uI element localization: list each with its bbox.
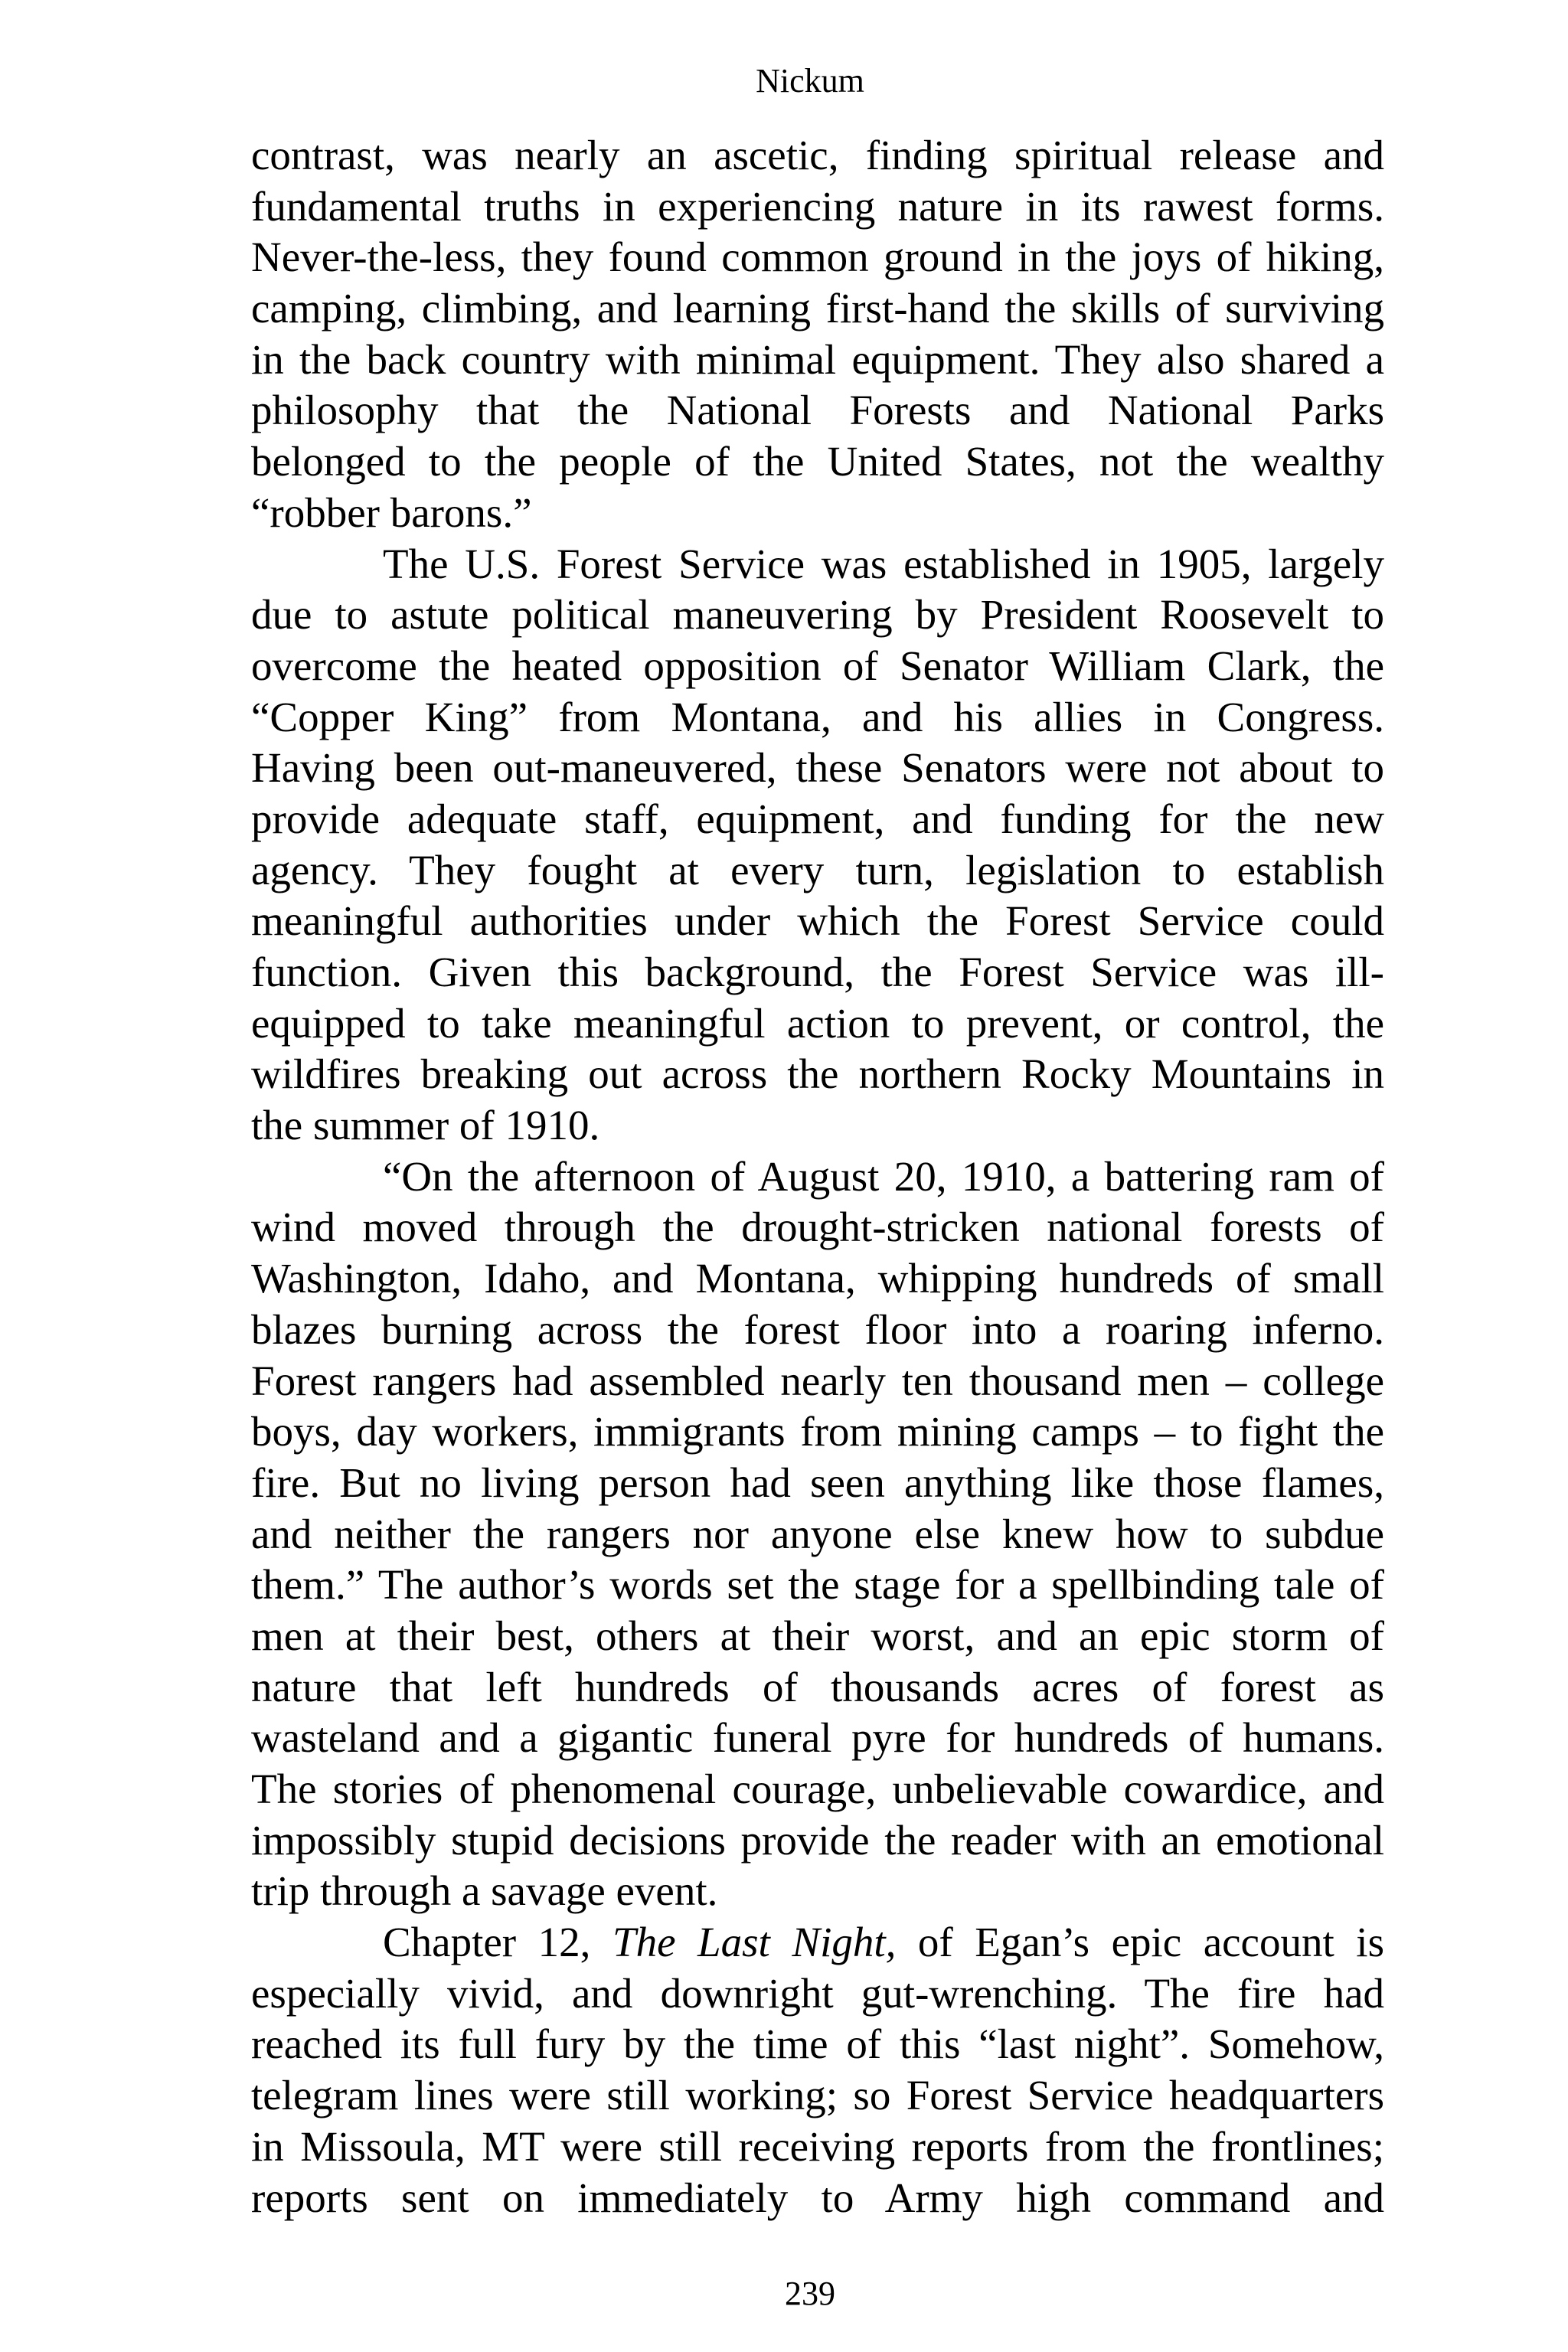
text-line: fire. But no living person had seen anything like those flames, <box>251 1459 1384 1506</box>
text-line: fundamental truths in experiencing nature in its rawest forms. <box>251 182 1384 230</box>
text-line: impossibly stupid decisions provide the reader with an emotional <box>251 1816 1384 1864</box>
text-line: nature that left hundreds of thousands acres of forest as <box>251 1663 1384 1710</box>
text-line: wind moved through the drought-stricken national forests of <box>251 1204 1384 1251</box>
text-line: agency. They fought at every turn, legislation to establish <box>251 846 1384 893</box>
text-line: overcome the heated opposition of Senator William Clark, the <box>251 642 1384 689</box>
chapter-title: The Last Night, <box>612 1919 897 1966</box>
text-line: in the back country with minimal equipment. They also shared a <box>251 335 1384 383</box>
paragraph-2 <box>251 539 1384 1152</box>
text-line: them.” The author’s words set the stage for a spellbinding tale of <box>251 1561 1384 1609</box>
text-line: “Copper King” from Montana, and his allies in Congress. <box>251 693 1384 740</box>
text-line: “robber barons.” <box>251 488 532 536</box>
running-head: Nickum <box>756 62 864 100</box>
text-line: the summer of 1910. <box>251 1102 600 1149</box>
text-line: Having been out-maneuvered, these Senators were not about to <box>251 744 1384 792</box>
text-line <box>251 1917 1384 1968</box>
text-line-content: The U.S. Forest Service was established in 1905, largely <box>383 540 1384 587</box>
paragraph-3 <box>251 1152 1384 1917</box>
text-line: contrast, was nearly an ascetic, finding spiritual release and <box>251 132 1384 178</box>
text-line: philosophy that the National Forests and National Parks <box>251 387 1384 434</box>
text-line: especially vivid, and downright gut-wrenching. The fire had <box>251 1969 1384 2017</box>
text-line: equipped to take meaningful action to prevent, or control, the <box>251 999 1384 1047</box>
text-line: meaningful authorities under which the Forest Service could <box>251 897 1384 945</box>
text-line: The stories of phenomenal courage, unbelievable cowardice, and <box>251 1766 1384 1812</box>
text-line: Washington, Idaho, and Montana, whipping hundreds of small <box>251 1255 1384 1302</box>
text-line: trip through a savage event. <box>251 1867 718 1915</box>
text-line: reached its full fury by the time of this “last night”. Somehow, <box>251 2020 1384 2068</box>
text-line <box>251 1152 1384 1203</box>
body-text <box>251 130 1384 2223</box>
text-line-content: “On the afternoon of August 20, 1910, a battering ram of <box>383 1152 1384 1200</box>
paragraph-1 <box>251 130 1384 539</box>
text-line: due to astute political maneuvering by President Roosevelt to <box>251 591 1384 639</box>
text-line: belonged to the people of the United States, not the wealthy <box>251 438 1384 485</box>
page-number: 239 <box>785 2275 835 2312</box>
text-line: camping, climbing, and learning first-hand the skills of surviving <box>251 285 1384 332</box>
text-line: function. Given this background, the Forest Service was ill- <box>251 949 1384 995</box>
text-line: blazes burning across the forest floor into a roaring inferno. <box>251 1305 1384 1353</box>
text-line: Forest rangers had assembled nearly ten thousand men – college <box>251 1357 1384 1404</box>
text-line: in Missoula, MT were still receiving reports from the frontlines; <box>251 2122 1384 2170</box>
text-line: reports sent on immediately to Army high command and <box>251 2174 1384 2221</box>
text-line: provide adequate staff, equipment, and funding for the new <box>251 795 1384 842</box>
text-line: wasteland and a gigantic funeral pyre for hundreds of humans. <box>251 1714 1384 1762</box>
text-line-content: of Egan’s epic account is <box>896 1919 1384 1966</box>
text-line: telegram lines were still working; so Forest Service headquarters <box>251 2072 1384 2119</box>
paragraph-4 <box>251 1917 1384 2223</box>
text-line-content: Chapter 12, <box>383 1919 612 1966</box>
text-line: Never-the-less, they found common ground in the joys of hiking, <box>251 234 1384 281</box>
text-line <box>251 539 1384 590</box>
text-line: boys, day workers, immigrants from mining camps – to fight the <box>251 1408 1384 1455</box>
text-line: wildfires breaking out across the northern Rocky Mountains in <box>251 1050 1384 1098</box>
text-line: and neither the rangers nor anyone else knew how to subdue <box>251 1510 1384 1557</box>
text-line: men at their best, others at their worst, and an epic storm of <box>251 1612 1384 1659</box>
